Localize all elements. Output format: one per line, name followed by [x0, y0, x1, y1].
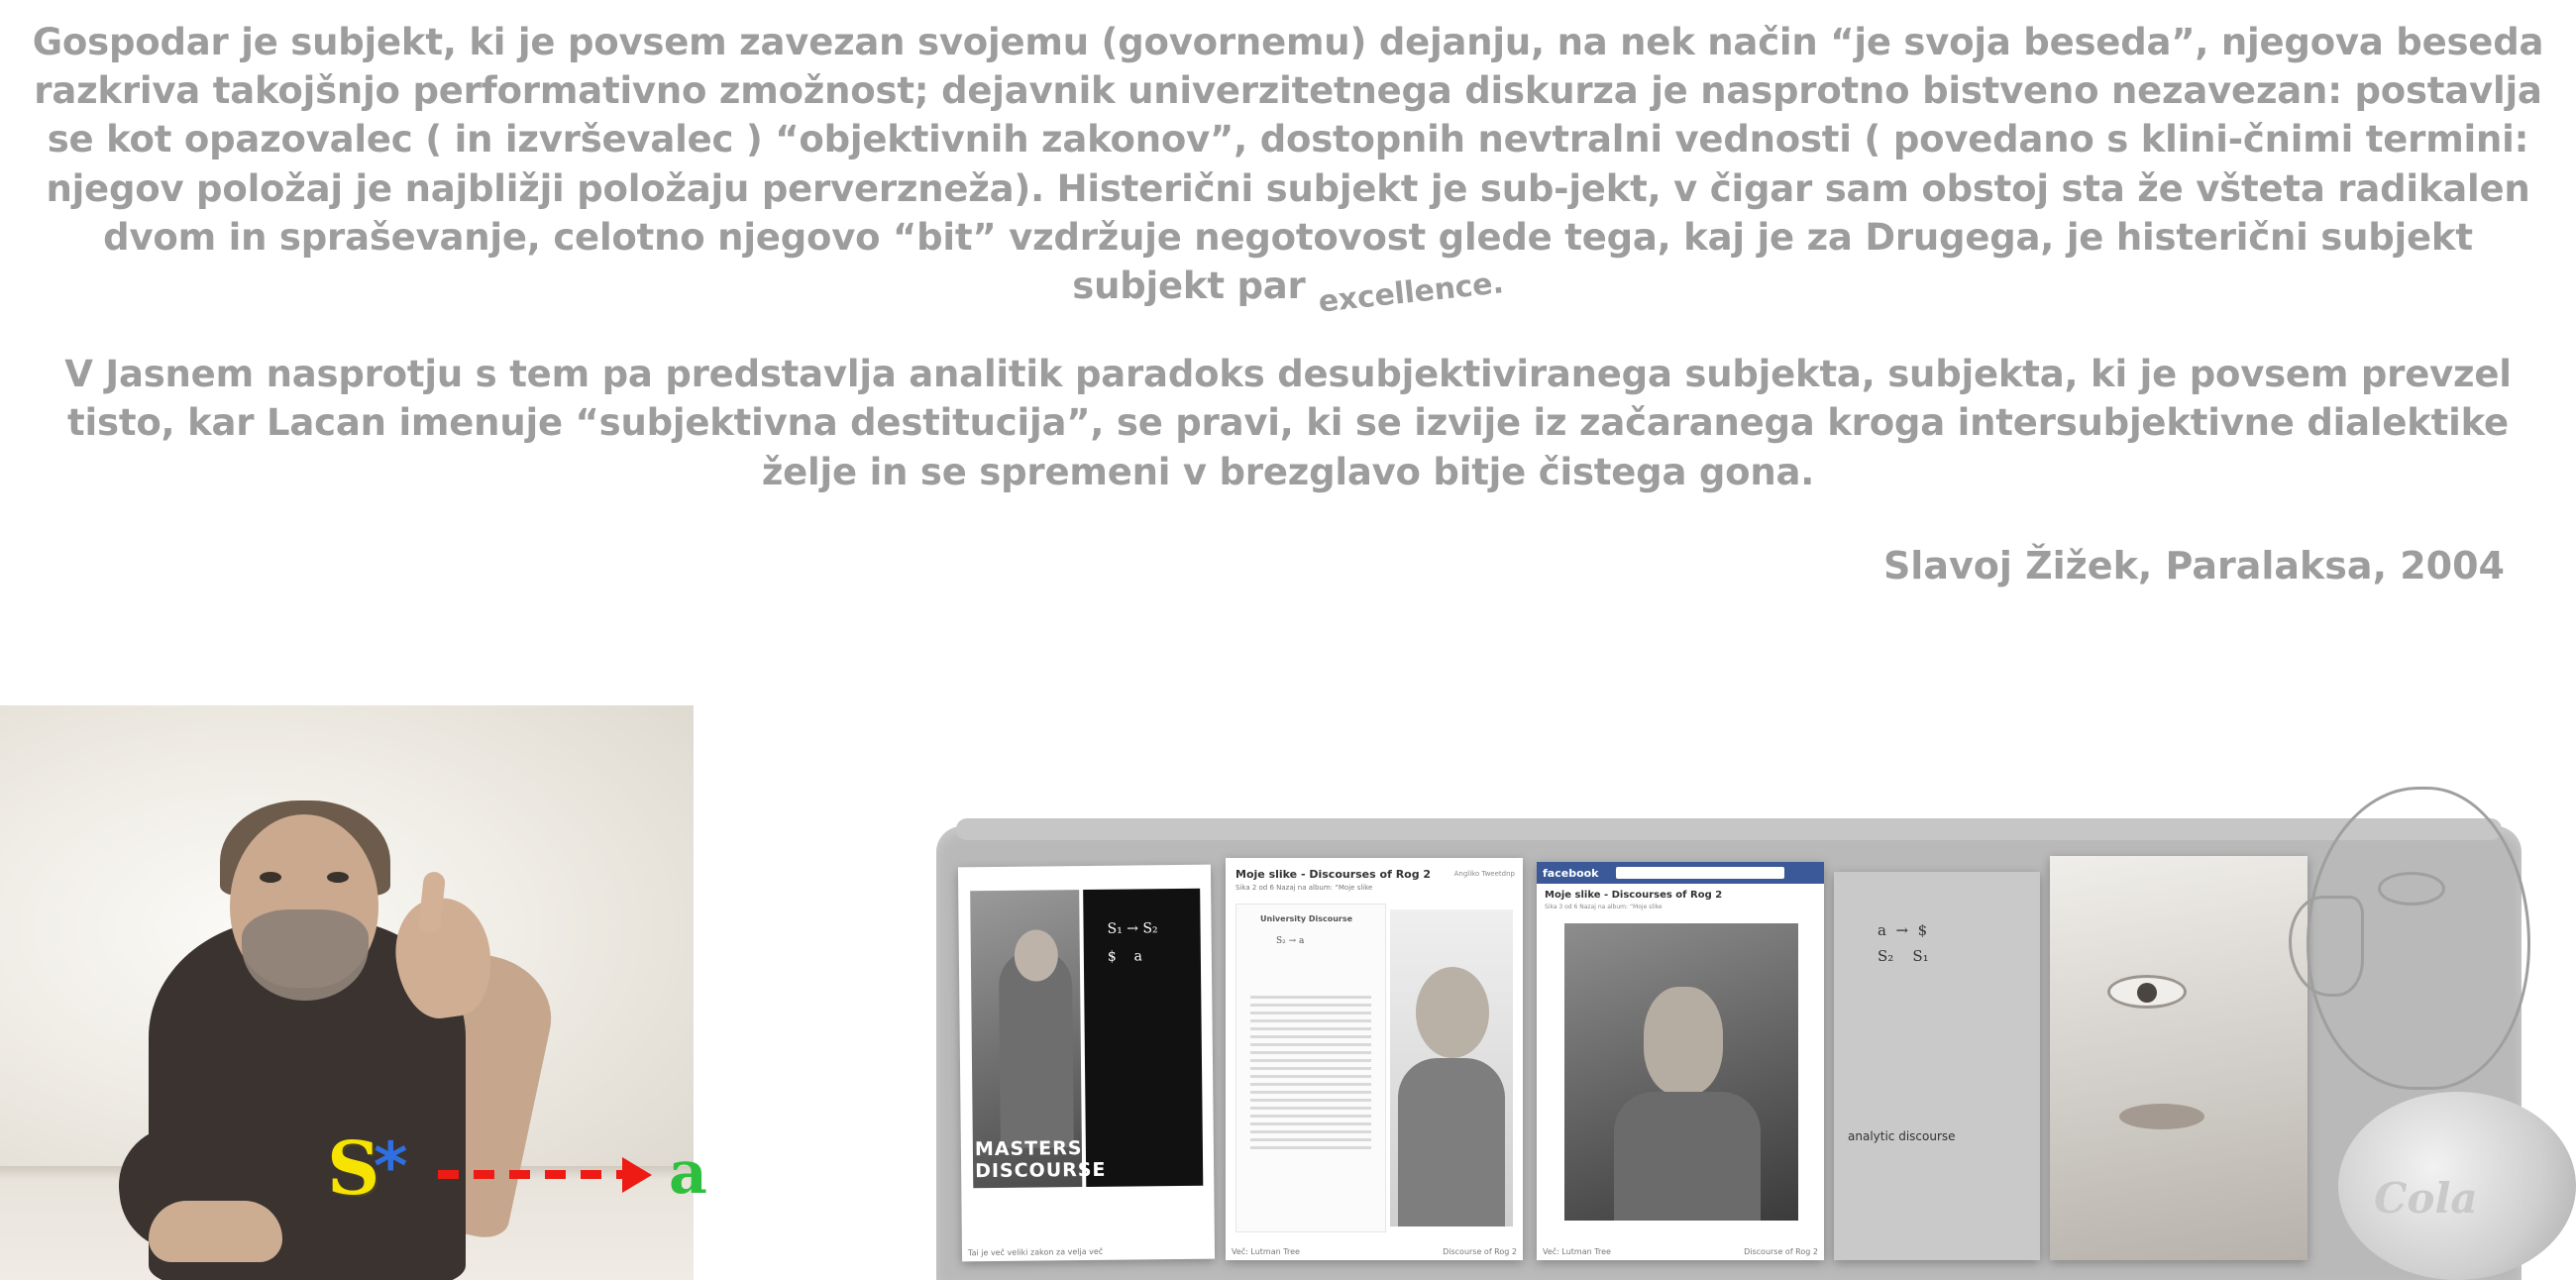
- slide2-subheader: Sika 2 od 6 Nazaj na album: “Moje slike: [1235, 884, 1373, 892]
- quote-paragraph-2: V Jasnem nasprotju s tem pa predstavlja analitik paradoks desubjektiviranega subjekta, subjekta, ki je povsem prevzel tisto, kar Lacan imenuje “subjektivna destitucija”, se pravi, ki se izvije iz začaranega kroga intersubjektivne dialektike želje in se spremeni v brezglavo bitje čistega gona.: [64, 353, 2512, 493]
- slide3-footer-right: Discourse of Rog 2: [1744, 1247, 1818, 1256]
- formula-arrow-head-icon: [622, 1157, 652, 1193]
- quote-attribution: Slavoj Žižek, Paralaksa, 2004: [1882, 543, 2505, 587]
- formula-subject-symbol: S: [327, 1126, 380, 1212]
- slide3-header: Moje slike - Discourses of Rog 2: [1545, 890, 1723, 901]
- slide2-text-lines: [1250, 996, 1371, 1154]
- image-band: [0, 705, 2576, 1280]
- slide2-portrait: [1390, 909, 1513, 1227]
- lacan-formula-overlay: [327, 1126, 723, 1235]
- quote-block: [0, 0, 2576, 587]
- lineart-eye-icon: [2378, 872, 2445, 906]
- photo-eye-left: [260, 872, 281, 883]
- slide-analytic-discourse[interactable]: [1834, 872, 2040, 1260]
- lineart-ear-icon: [2289, 896, 2364, 997]
- slide2-document-page: [1235, 904, 1386, 1232]
- slide2-page-title: University Discourse: [1260, 914, 1353, 923]
- formula-barred-marker-icon: *: [374, 1128, 408, 1205]
- slide4-label: analytic discourse: [1848, 1129, 1956, 1143]
- slide5-photo: [2050, 856, 2308, 1260]
- quote-paragraph-1: [30, 18, 2546, 320]
- formula-arrow-shaft-icon: [438, 1170, 626, 1179]
- quote-emphasis-excellence: excellence.: [1317, 266, 1506, 320]
- slide-rog2-text[interactable]: [1226, 858, 1523, 1260]
- slide2-portrait-head: [1416, 967, 1489, 1058]
- photo-left-hand: [149, 1201, 282, 1262]
- slide3-photo: [1564, 923, 1798, 1221]
- facebook-search-input[interactable]: [1616, 867, 1784, 879]
- slide1-title: MASTERS DISCOURSE: [974, 1137, 1107, 1183]
- slide5-pupil: [2137, 983, 2157, 1003]
- cola-brand-text: Cola: [2374, 1174, 2478, 1223]
- slide5-lips: [2119, 1104, 2204, 1129]
- slide2-right-label: Angliko Tweetdnp: [1453, 870, 1515, 878]
- slide2-page-formula: S₂ → a: [1276, 936, 1305, 946]
- lineart-head-illustration: [2279, 777, 2576, 1280]
- slide2-footer-right: Discourse of Rog 2: [1443, 1247, 1517, 1256]
- slide1-formula: S₁ → S₂ $ a: [1107, 920, 1158, 965]
- slide2-header: Moje slike - Discourses of Rog 2: [1235, 868, 1432, 881]
- slide1-footer: Tai je več veliki zakon za velja več: [967, 1246, 1104, 1258]
- slide3-figure-body: [1614, 1092, 1761, 1221]
- photo-eye-right: [327, 872, 349, 883]
- slide-masters-discourse[interactable]: [958, 865, 1215, 1262]
- slide-woman-portrait[interactable]: [2050, 856, 2308, 1260]
- slide2-footer-left: Več: Lutman Tree: [1232, 1247, 1300, 1256]
- slide-rog2-facebook[interactable]: [1537, 862, 1824, 1260]
- slide3-figure-head: [1644, 987, 1723, 1096]
- slide3-footer-left: Več: Lutman Tree: [1543, 1247, 1611, 1256]
- slide3-subheader: Sika 3 od 6 Nazaj na album: “Moje slike: [1545, 904, 1663, 910]
- formula-object-symbol: a: [669, 1138, 707, 1208]
- facebook-logo: facebook: [1543, 867, 1599, 880]
- quote-paragraph-1-text: Gospodar je subjekt, ki je povsem zavezan svojemu (govornemu) dejanju, na nek način “je svoja beseda”, njegova beseda razkriva takojšnjo performativno zmožnost; dejavnik univerzitetnega diskurza je nasprotno bistveno nezavezan: postavlja se kot opazovalec ( in izvrševalec ) “objektivnih zakonov”, dostopnih nevtralni vednosti ( povedano s klini-čnimi termini: njegov položaj je najbližji položaju perverzneža). Histerični subjekt je sub-jekt, v čigar sam obstoj sta že všteta radikalen dvom in spraševanje, celotno njegovo “bit” vzdržuje negotovost glede tega, kaj je za Drugega, je histerični subjekt subjekt par: [32, 21, 2544, 308]
- slide1-figure-head: [1015, 929, 1059, 981]
- slide2-portrait-body: [1398, 1058, 1505, 1227]
- slide4-formula: a → $ S₂ S₁: [1878, 921, 1929, 965]
